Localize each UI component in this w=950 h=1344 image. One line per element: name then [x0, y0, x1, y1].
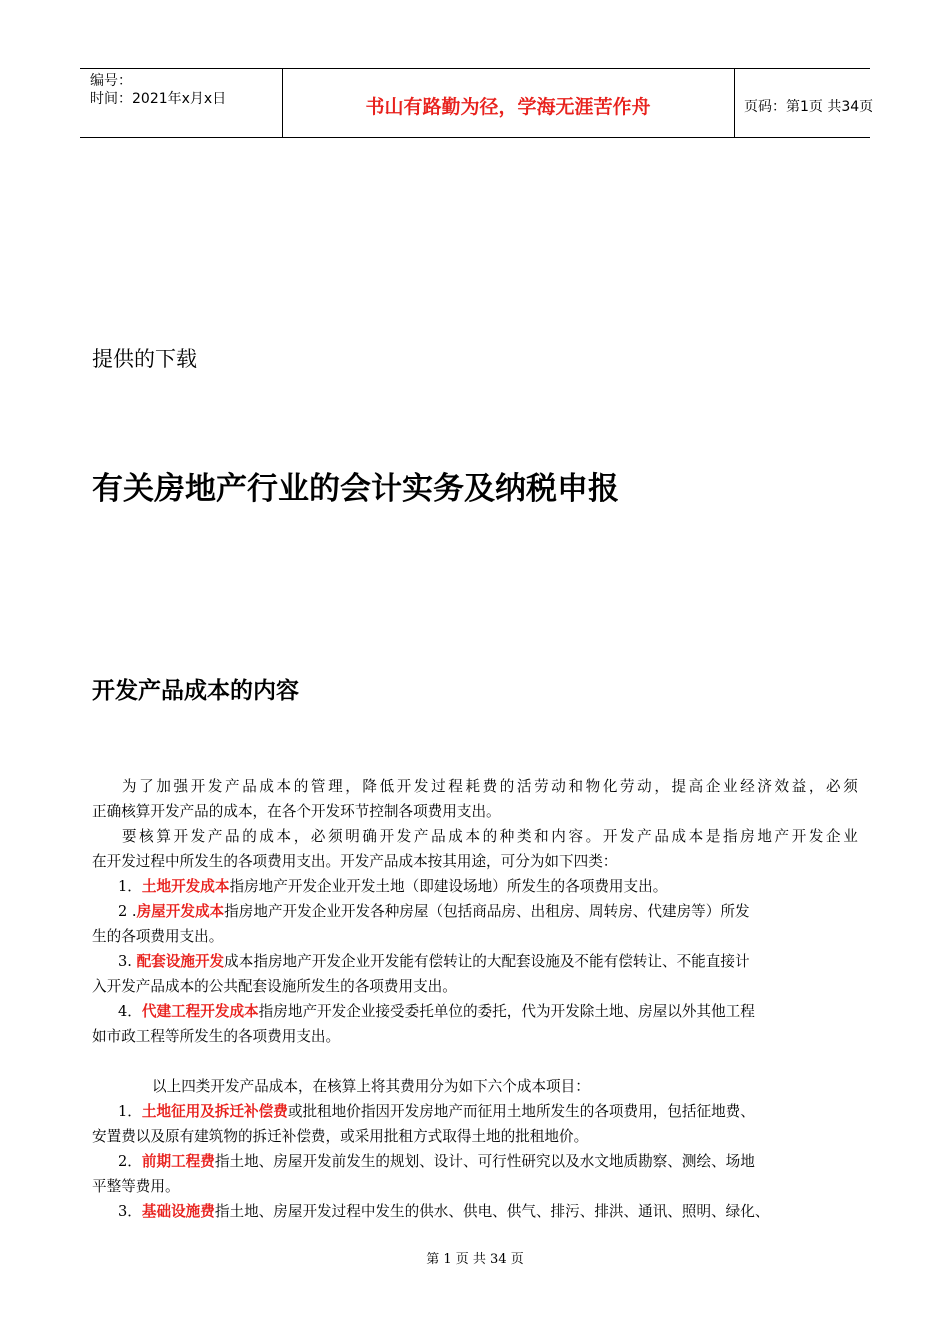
paragraph-line: 生的各项费用支出。 [92, 928, 224, 945]
list-item: 4．代建工程开发成本指房地产开发企业接受委托单位的委托，代为开发除土地、房屋以外其他工程 [118, 1003, 755, 1020]
list-item: 2．前期工程费指土地、房屋开发前发生的规划、设计、可行性研究以及水文地质勘察、测绘、场地 [118, 1153, 755, 1170]
list-item: 1．土地征用及拆迁补偿费或批租地价指因开发房地产而征用土地所发生的各项费用，包括征地费、 [118, 1103, 755, 1120]
paragraph-line: 为了加强开发产品成本的管理，降低开发过程耗费的活劳动和物化劳动，提高企业经济效益，必须 [122, 778, 858, 795]
page-info: 页码：第1页 共34页 [744, 99, 874, 115]
list-item: 2 .房屋开发成本指房地产开发企业开发各种房屋（包括商品房、出租房、周转房、代建房等）所发 [118, 903, 750, 920]
list-item: 3. 配套设施开发成本指房地产开发企业开发能有偿转让的大配套设施及不能有偿转让、不能直接计 [118, 953, 750, 970]
list-item: 1．土地开发成本指房地产开发企业开发土地（即建设场地）所发生的各项费用支出。 [118, 878, 668, 895]
term-highlight: 土地征用及拆迁补偿费 [141, 1103, 288, 1120]
header-page-cell [734, 69, 874, 137]
paragraph-line: 在开发过程中所发生的各项费用支出。开发产品成本按其用途，可分为如下四类： [92, 853, 618, 870]
header-motto-cell [282, 69, 735, 137]
number-label: 编号： [90, 73, 132, 89]
paragraph-line: 安置费以及原有建筑物的拆迁补偿费，或采用批租方式取得土地的批租地价。 [92, 1128, 589, 1145]
paragraph-line: 以上四类开发产品成本，在核算上将其费用分为如下六个成本项目： [152, 1078, 590, 1095]
list-item: 3．基础设施费指土地、房屋开发过程中发生的供水、供电、供气、排污、排洪、通讯、照明、绿化、 [118, 1203, 770, 1220]
document-title: 有关房地产行业的会计实务及纳税申报 [92, 471, 619, 507]
paragraph-line: 要核算开发产品的成本，必须明确开发产品成本的种类和内容。开发产品成本是指房地产开发企业 [122, 828, 858, 845]
term-highlight: 房屋开发成本 [136, 903, 225, 920]
section-heading: 开发产品成本的内容 [92, 678, 299, 704]
provide-text: 提供的下载 [92, 347, 197, 371]
paragraph-line: 平整等费用。 [92, 1178, 180, 1195]
paragraph-line: 如市政工程等所发生的各项费用支出。 [92, 1028, 341, 1045]
term-highlight: 基础设施费 [141, 1203, 215, 1220]
paragraph-line: 正确核算开发产品的成本，在各个开发环节控制各项费用支出。 [92, 803, 501, 820]
paragraph-line: 入开发产品成本的公共配套设施所发生的各项费用支出。 [92, 978, 457, 995]
term-highlight: 代建工程开发成本 [141, 1003, 259, 1020]
term-highlight: 前期工程费 [141, 1153, 215, 1170]
page-footer: 第 1 页 共 34 页 [426, 1252, 524, 1267]
term-highlight: 配套设施开发 [136, 953, 225, 970]
time-label: 时间：2021年x月x日 [90, 91, 227, 107]
motto: 书山有路勤为径，学海无涯苦作舟 [365, 96, 651, 118]
header-meta-cell [80, 69, 283, 137]
term-highlight: 土地开发成本 [141, 878, 230, 895]
page-header [80, 68, 874, 138]
